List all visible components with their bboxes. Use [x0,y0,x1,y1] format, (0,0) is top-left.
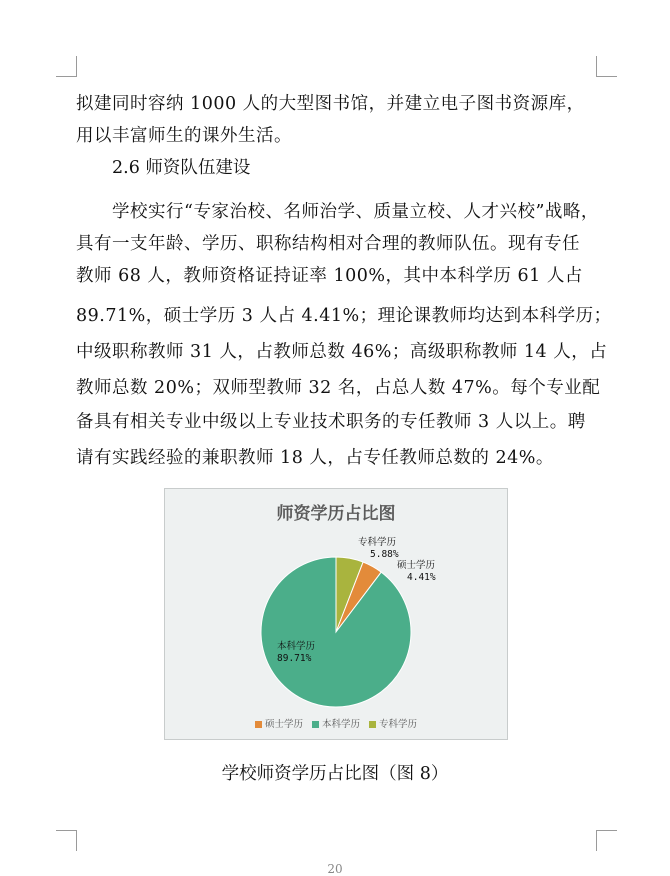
legend-item: 硕士学历 [255,716,303,730]
corner-mark-bottom-left [56,830,77,851]
paragraph-line: 用以丰富师生的课外生活。 [76,126,292,146]
body-line: 教师总数 20%；双师型教师 32 名，占总人数 47%。每个专业配 [76,378,601,398]
body-line: 中级职称教师 31 人，占教师总数 46%；高级职称教师 14 人，占 [76,342,608,362]
body-line: 具有一支年龄、学历、职称结构相对合理的教师队伍。现有专任 [76,234,580,254]
legend-swatch [369,721,376,728]
legend-item: 专科学历 [369,716,417,730]
page-number: 20 [327,862,343,876]
data-label-benke: 本科学历 89.71% [277,641,316,664]
corner-mark-top-left [56,56,77,77]
body-line: 教师 68 人，教师资格证持证率 100%，其中本科学历 61 人占 [76,266,583,286]
corner-mark-bottom-right [596,830,617,851]
pie-slice-本科学历 [261,557,411,707]
data-label-zhuanke: 专科学历 5.88% [358,537,399,560]
body-line: 学校实行“专家治校、名师治学、质量立校、人才兴校”战略， [112,202,599,222]
data-label-shuoshi: 硕士学历 4.41% [397,560,436,583]
pie-svg [165,489,509,741]
body-line: 备具有相关专业中级以上专业技术职务的专任教师 3 人以上。聘 [76,412,586,432]
legend-item: 本科学历 [312,716,360,730]
figure-caption: 学校师资学历占比图（图 8） [221,764,449,784]
section-heading: 2.6 师资队伍建设 [112,158,251,178]
body-line: 请有实践经验的兼职教师 18 人，占专任教师总数的 24%。 [76,448,554,468]
legend-swatch [255,721,262,728]
paragraph-line: 拟建同时容纳 1000 人的大型图书馆，并建立电子图书资源库， [76,94,585,114]
chart-legend [165,716,507,730]
chart-title: 师资学历占比图 [276,504,396,524]
body-line: 89.71%，硕士学历 3 人占 4.41%；理论课教师均达到本科学历； [76,306,612,326]
pie-chart [164,488,508,740]
corner-mark-top-right [596,56,617,77]
legend-swatch [312,721,319,728]
